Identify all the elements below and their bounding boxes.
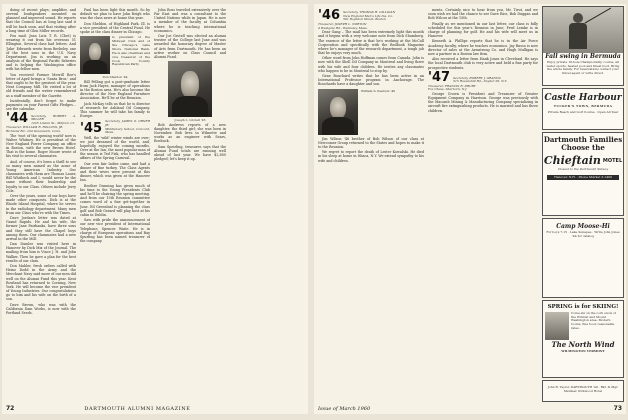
secretary-company: New England Men's Life Ins. Co. [343, 13, 394, 18]
portrait-photo [318, 89, 358, 135]
class-year: '46 [318, 8, 341, 23]
castle-harbour-subtitle: TUCKER'S TOWN, BERMUDA [553, 104, 613, 108]
treasurer-info [6, 126, 76, 133]
text-paragraph: Bob Andrews reports of a new daughter, the third girl; she was born in November. Bob lives in Wilmette and works as an engineer with Sears, Roebuck. [154, 122, 226, 144]
class-officers [343, 11, 395, 22]
page-footer [6, 406, 306, 412]
right-page [314, 4, 626, 414]
class-officers [453, 77, 507, 84]
portrait-photo [168, 61, 212, 117]
treasurer-address: Fox Chase, Sherborn, N.J. [428, 87, 468, 92]
secretary-address: Middlebury School, Concord, Mass. [105, 126, 150, 135]
photo-caption: Don Sheldon '44 [102, 75, 128, 80]
secretary-address: 515 Ravenshill Rd., Snyder 26, N.Y. [453, 79, 508, 84]
text-paragraph: Dave Jordan's letter was dated at Grand Rapids. He and his wife, the former Jane Fairbanks, have three sons and they still have the Chapel boys among them. Our classmates had a new arrival in the Mill. [6, 216, 76, 241]
text-paragraph: Dan Dumler was visited here in Hanover by Dick Mix of the Journal. The mailing from him is Vince J. H. and John Walker. Then he gave a plan for the best results of our class. [6, 242, 76, 263]
castle-harbour-ad [542, 88, 624, 130]
photo-block [80, 36, 150, 74]
bermuda-headline: Fall swing in Bermuda [545, 53, 621, 60]
issue-date: Issue of March 1960 [318, 406, 371, 412]
text-paragraph: Our own fair ladies came, and had a dinner of fine turkey. The Class Agents and their wives were present at this dinner, which was given at the Hanover Inn. [80, 161, 150, 183]
photo-caption: Joseph L. Grotell '45 [174, 118, 206, 123]
text-paragraph: Paul has been light this month. So by default we plan to have John Reigh who was the class news at home this year. [80, 8, 150, 21]
text-paragraph: Bill Pelling got a post-graduate letter from Jack Hayes, manager of operations in the Boston area. He's also become the director of the New England Furniture Association. He'll be at the Reunion. [80, 79, 150, 101]
text-paragraph: Jim Wilson '46 brother of Bob Wilson of our class at Newcomer Group returned to the States and hopes to make it to the Reunion. [318, 136, 424, 149]
class-year: '44 [6, 111, 29, 127]
text-paragraph: Incidentally, don't forget to make payments on your Parent Gifts Pledges... see the calendar. [6, 98, 76, 112]
motel-label: MOTEL [602, 158, 623, 164]
text-paragraph: Jack McKay tells us that he is director of research for Ashland Oil Company. This summer he will take his family to Europe. [80, 101, 150, 119]
class-header-47 [428, 69, 538, 85]
treasurer-line: Treasurer, FRANCIS R. DRURY [428, 83, 476, 88]
text-paragraph: Our Joe Grotell was elected an alumni trustee of the College last June and was awarded the honorary degree of Master of Arts from Dartmouth. He has been an active worker on Class Council and Alumni Fund. [154, 34, 226, 59]
page-number: 72 [6, 405, 15, 412]
chieftain-logo [543, 155, 623, 167]
page-number: 73 [613, 405, 622, 412]
treasurer-line: Treasurer, JOSEPH L. NORTON [318, 22, 367, 26]
class-officers [31, 115, 76, 126]
chieftain-contact: Hanover, N.H. · Phone MArket 3-1400 [547, 175, 619, 181]
secretary-line: Secretary, ROBERT J. GRANVIL [453, 75, 502, 80]
secretary-line: Secretary, JAMES O. ORNER JR. [105, 119, 150, 127]
north-wind-brand: The North Wind [551, 340, 615, 349]
families-headline: Dartmouth Families Choose the [543, 135, 623, 152]
text-paragraph: Kenneth A. Phillips reports that he is in the Air Force Academy faculty, where he teaches economics. Jay Russo is now director of sales at the Armstrong Co. and Hugh Mulligan is now a partner in a Boston law firm. [428, 39, 538, 56]
photo-caption: William S. Pearson '46 [361, 88, 396, 93]
spring-headline: SPRING is for SKIING! [547, 304, 619, 310]
class-year: '45 [80, 120, 103, 136]
text-paragraph: The 'root of the opening world' now is Walter Whitney. He is president of the New England Power Company, an office in Boston, with the new Brown Hotel. That is the home. Roger Moore wrote of his visit to several classmates. [6, 133, 76, 159]
castle-harbour-title: Castle Harbour [544, 93, 622, 103]
class-officers [105, 120, 150, 134]
camp-moose-hill-ad [542, 218, 624, 298]
secretary-line: Secretary, ROBERT A. MILLER [31, 113, 76, 122]
text-paragraph: We regret to report the death of Lester Kowalski. He died in his sleep at home in Ithaca, N.Y. We extend sympathy to his wife and children. [318, 150, 424, 163]
text-paragraph: Brother Dunning has given much of his time to the Young Presidents Club and he'll be chairing the spring meeting. And from our 15th Reunion committee comes word of a fine get-together in June. Ed Greenleaf is planning the class golf and Bob Gerard will play host at his cabin in Dublin. [80, 183, 150, 217]
north-wind-ad [542, 300, 624, 378]
treasurer-address: Richland Rd., Old Greenwich, Conn. [6, 128, 61, 133]
text-paragraph: John Ross traveled extensively over the Far East and was a consultant to the United Nations while in Japan. He is now a member of the faculty at Columbia where he is teaching international economics. [154, 8, 226, 33]
text-paragraph: And, of course, it's been a thrill to see so many men named as the acme of Young American Industry. Our classmates with them are Thomas Lauer, Bill Whitbeck and I, would never be the same without their leadership and loyalty to our Class. Others include Jerry Cole. [6, 159, 76, 193]
treasurer-info [428, 85, 538, 92]
photo-block [154, 61, 226, 117]
class-year: '47 [428, 69, 451, 85]
right-column-1 [318, 8, 424, 404]
text-paragraph: Also received a letter from Hank Jones in Cleveland. He says the local Dartmouth club is very active and held a fine party for prospective students. [428, 57, 538, 70]
chieftain-motel-ad [542, 132, 624, 216]
north-wind-location: WILMINGTON VERMONT [561, 349, 605, 353]
spring-body [543, 311, 623, 341]
page-footer [318, 405, 622, 412]
left-column-2 [80, 8, 150, 404]
text-paragraph: Saw with pride the announcement of our new vice president of International Telephone, Spencer Waite. He is in charge of European operations and Ray Spurling has been named treasurer of the company. [80, 218, 150, 243]
chieftain-tagline: Closest to the Dartmouth Skiway [557, 167, 609, 171]
golfer-image [543, 7, 623, 53]
taylor-text: John B. Taylor, DARTMOUTH '49 · Bkr. & Mgr. Member, Kirkwood Hotel [547, 385, 619, 393]
bermuda-ad [542, 6, 624, 86]
magazine-title: DARTMOUTH ALUMNI MAGAZINE [84, 406, 191, 412]
left-column-1 [6, 8, 76, 404]
class-header-46 [318, 10, 424, 22]
chieftain-title: Chieftain [543, 154, 601, 167]
text-paragraph: Over the years, some of our boys have made other conquests. Dick is at the Rhode Island Hospital, where he serves in the radiology department. Many men from our Class who're with the Times. [6, 194, 76, 215]
moose-hill-text: For boys 7-15 · Lake Sunapee · Write John Jones '44 for catalog [546, 230, 620, 238]
class-header-45 [80, 120, 150, 134]
treasurer-line: Treasurer, WILLIAM R. ROLLINS, JR. [6, 125, 64, 130]
photo-note: is president of the Midwest Club and of the Chicago's Lake Shore National Bank. He is also chairman and vice treasurer of the Cook County Republican Party. [112, 35, 150, 67]
text-paragraph: Dear Gang – The mail has been extremely light this month and it begins with a very welcome note from Dick Shumberg. The essence of the letter is that he's working at the McCall Corporation and specifically with the Redbook Magazine where he's manager of the research department, a tough job that he enjoys very much. [318, 30, 424, 55]
treasurer-address: 4 Westgate Rd., Wellesley, Mass. [318, 25, 368, 30]
secretary-address: 1225 Linden St., Milford, Ct. [31, 120, 75, 125]
treasurer-info [318, 23, 424, 30]
secretary-line: Secretary, THOMAS H. GILLIGAN [343, 10, 396, 15]
text-paragraph: Well, the 'wild' winter winds are over; we just dreamed of the world, and, hopefully, enjoyed the coming months. Over at the Inn, the most popular man of the season is Ted Fisk, who has handled affairs of the Spring Carnival. [80, 135, 150, 161]
text-paragraph: Gene Bouchard writes that he has been active in an International Professor program in Anchorage. The Bouchards have a daughter and son. [318, 74, 424, 87]
moose-hill-title: Camp Moose-Hi [556, 223, 610, 230]
text-paragraph: Dave Brown, who was with the California Dam Works, is now with the Portland Seeds. [6, 302, 76, 316]
text-paragraph: doing of recent plays; amplifier, and several loudspeakers mounted on planned and improved sound. He reports that the Council has at long last said it will be back soon, and that visiting after a long time of Glen Miller records. [6, 8, 76, 33]
advertisement-column [542, 6, 624, 410]
text-paragraph: ments. Certainly nice to hear from you, Mr. Tirut, and we soon wish we had the chance to see Dave Rice, Bob Duggan and Bob Wilcox at the 15th. [428, 8, 538, 21]
text-paragraph: Fox mail. Jean Lutz T. R. (Chet) is wearing it out from his overseas 51 Ellington. Several class had letters. And 'Jake' Edwards wrote from Berkeley, one of the best sons in the U.S. Navy Department. Jim is working on an analysis of the Regional Pacific fisheries and is helping the Washington office with his fellow men. [6, 34, 76, 72]
bermuda-text: Enjoy private 18-hole Championship course, all water sports, heated pool and finest food. Bring the whole family. For reservations contact your travel agent or write direct. [546, 60, 620, 76]
taylor-ad [542, 380, 624, 402]
text-paragraph: Don Sheldon, of Highland Park, Ill. is a vice president of the Central Fund. He spoke at the class dinner in Chicago. [80, 21, 150, 34]
left-column-3 [154, 8, 226, 404]
text-paragraph: Don Mahler, fresh orders called with Heinz Dodd in the Army and the Merchant Navy said more of our men did well on the Alumni Fund this year. Kent Rowland has returned to Corning, New York. He will become the vice president of Young Industries. Our congratulations go to him and his wife on the birth of a son. [6, 264, 76, 302]
class-header-44 [6, 113, 76, 125]
text-paragraph: You received Former Merrill Roe's letter of April brings a 'Santa Bros.' and that ought to be the greatest of the year. Next Company Mill. He visited a lot of old friends and the writer remembered as a staff member of the Gazette. [6, 72, 76, 98]
portrait-photo [80, 36, 110, 74]
left-page [2, 4, 308, 414]
photo-block [318, 89, 424, 135]
text-paragraph: Sam Speirling, treasurer, says that the Alumni Fund totals are running well ahead of last year. We have $2,800 pledged; let's keep it up. [154, 144, 226, 162]
secretary-address: 501 Boylston Street, Boston [343, 17, 386, 22]
skier-image [545, 312, 569, 340]
right-column-2 [428, 8, 538, 404]
text-paragraph: George Crown is President and Treasurer of Greater Equipment Company in Harrison. George was previously with the Macomb Mining & Manufacturing Company specializing in aircraft fire extinguishing products. He is married and has three children. [428, 91, 538, 113]
text-paragraph: Finally as we mentioned in our last letter, our class is fully scheduled for this year's Reunion in June; Fred Lemke is in charge of planning for golf. He and his wife will meet us in Hanover. [428, 21, 538, 39]
castle-harbour-text: Private Beach and Golf Course · Open All Year [547, 109, 619, 114]
spring-text: Come ski on the corn snow of the Wildcat and Mount Washington area. Modern rooms, fine food, reasonable rates. [571, 311, 617, 330]
text-paragraph: Other word from John Hoffman comes from Canada. John is now with the Shell Oil Company in Montreal and living there with his wife and four children. He invites any classmates who happen to be in Montreal to stop by. [318, 56, 424, 73]
